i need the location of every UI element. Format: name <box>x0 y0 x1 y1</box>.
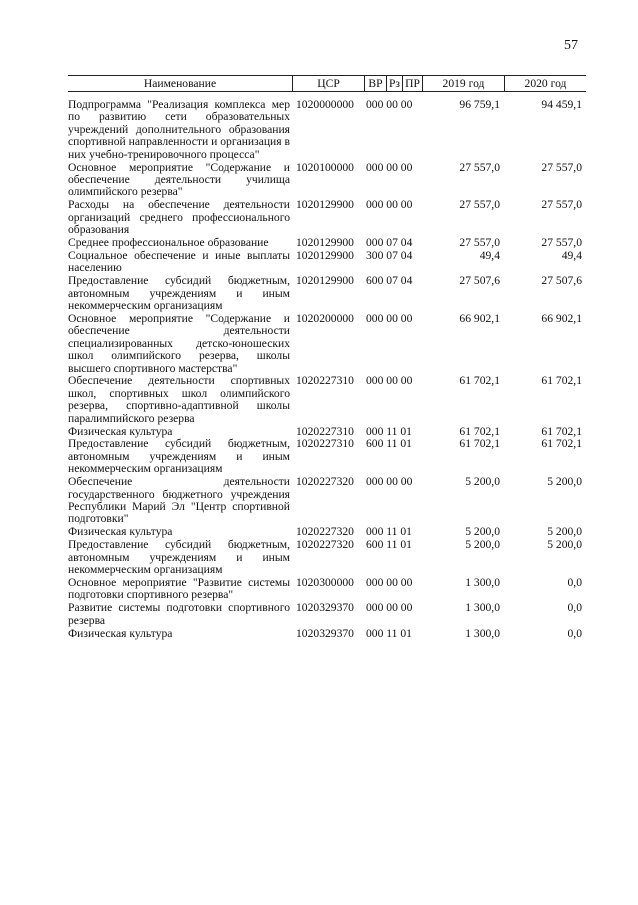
row-value-2020: 49,4 <box>561 248 582 262</box>
row-value-2020: 5 200,0 <box>547 475 582 489</box>
row-value-2019: 27 557,0 <box>459 160 500 174</box>
row-csr: 1020129900 <box>296 274 354 288</box>
row-name: Предоставление субсидий бюджетным, автономным учреждениям и иным некоммерческим организациям <box>68 538 290 577</box>
row-name: Социальное обеспечение и иные выплаты населению <box>68 248 290 275</box>
header-rz: Рз <box>387 76 403 91</box>
header-2019: 2019 год <box>423 76 505 91</box>
header-pr: ПР <box>403 76 423 91</box>
row-csr: 1020129900 <box>296 235 354 249</box>
row-value-2020: 27 507,6 <box>541 274 582 288</box>
row-value-2019: 96 759,1 <box>459 98 500 111</box>
row-csr: 1020227320 <box>296 525 354 539</box>
row-name: Обеспечение деятельности государственного бюджетного учреждения Республики Марий Эл "Центр спортивной подготовки" <box>68 475 290 526</box>
table-row <box>68 99 586 161</box>
header-2020: 2020 год <box>524 77 567 90</box>
table-row <box>68 539 586 576</box>
row-csr: 1020129900 <box>296 248 354 262</box>
table-row <box>68 577 586 602</box>
row-codes: 000 00 00 <box>366 374 413 388</box>
row-codes: 000 00 00 <box>366 311 413 325</box>
row-codes: 300 07 04 <box>366 248 413 262</box>
row-value-2019: 61 702,1 <box>459 424 500 438</box>
row-value-2020: 61 702,1 <box>541 374 582 388</box>
header-name: Наименование <box>68 76 293 91</box>
table-row <box>68 375 586 425</box>
row-codes: 000 11 01 <box>366 626 412 640</box>
table-row <box>68 199 586 236</box>
row-csr: 1020227310 <box>296 424 354 438</box>
row-value-2020: 61 702,1 <box>541 437 582 451</box>
row-csr: 1020200000 <box>296 311 354 325</box>
row-value-2019: 61 702,1 <box>459 437 500 451</box>
row-codes: 000 00 00 <box>366 601 413 615</box>
page-number: 57 <box>564 38 578 53</box>
row-value-2019: 27 557,0 <box>459 198 500 212</box>
row-codes: 000 00 00 <box>366 198 413 212</box>
row-csr: 1020227310 <box>296 374 354 388</box>
row-name: Подпрограмма "Реализация комплекса мер по развитию сети образовательных учреждений дополнительного образования спортивной направленности и организация в них учебно-тренировочного процесса" <box>68 98 290 161</box>
row-value-2020: 0,0 <box>567 575 582 589</box>
row-codes: 000 00 00 <box>366 160 413 174</box>
row-csr: 1020129900 <box>296 198 354 212</box>
row-csr: 1020227310 <box>296 437 354 451</box>
row-name: Расходы на обеспечение деятельности организаций среднего профессионального образования <box>68 198 290 237</box>
row-value-2020: 0,0 <box>567 601 582 615</box>
table-row <box>68 438 586 475</box>
table-row <box>68 237 586 249</box>
table-row <box>68 602 586 627</box>
row-value-2019: 5 200,0 <box>465 475 500 489</box>
row-name: Предоставление субсидий бюджетным, автономным учреждениям и иным некоммерческим организациям <box>68 274 290 312</box>
row-name: Основное мероприятие "Развитие системы подготовки спортивного резерва" <box>68 575 290 602</box>
row-name: Физическая культура <box>68 626 173 640</box>
row-csr: 1020227320 <box>296 475 354 489</box>
row-value-2019: 5 200,0 <box>465 538 500 552</box>
table-header <box>68 75 586 92</box>
row-csr: 1020227320 <box>296 538 354 552</box>
row-name: Среднее профессиональное образование <box>68 235 269 249</box>
row-value-2020: 5 200,0 <box>547 525 582 539</box>
table-row <box>68 476 586 526</box>
row-csr: 1020329370 <box>296 601 354 615</box>
row-csr: 1020100000 <box>296 160 354 174</box>
row-codes: 600 11 01 <box>366 538 412 552</box>
row-csr: 1020300000 <box>296 575 354 589</box>
table-row <box>68 313 586 375</box>
row-value-2019: 66 902,1 <box>459 311 500 325</box>
row-codes: 000 00 00 <box>366 98 413 111</box>
row-value-2020: 0,0 <box>567 626 582 640</box>
row-value-2020: 5 200,0 <box>547 538 582 552</box>
row-value-2020: 27 557,0 <box>541 160 582 174</box>
header-vr: ВР <box>365 76 387 91</box>
row-value-2019: 61 702,1 <box>459 374 500 388</box>
row-value-2020: 27 557,0 <box>541 235 582 249</box>
row-value-2020: 27 557,0 <box>541 198 582 212</box>
row-codes: 000 00 00 <box>366 475 413 489</box>
row-name: Физическая культура <box>68 424 173 438</box>
table-row <box>68 526 586 538</box>
row-value-2019: 5 200,0 <box>465 525 500 539</box>
row-codes: 000 11 01 <box>366 525 412 539</box>
row-value-2019: 1 300,0 <box>465 575 500 589</box>
row-name: Основное мероприятие "Содержание и обеспечение деятельности специализированных детско-юношеских школ олимпийского резерва, школы высшего спортивного мастерства" <box>68 311 290 375</box>
header-csr: ЦСР <box>293 76 365 91</box>
row-value-2019: 1 300,0 <box>465 601 500 615</box>
row-name: Физическая культура <box>68 525 173 539</box>
row-name: Развитие системы подготовки спортивного резерва <box>68 601 290 627</box>
table-row <box>68 250 586 275</box>
row-codes: 600 07 04 <box>366 274 413 288</box>
table-row <box>68 628 586 640</box>
budget-table <box>68 75 586 640</box>
row-value-2019: 27 507,6 <box>459 274 500 288</box>
row-codes: 000 07 04 <box>366 235 413 249</box>
row-value-2020: 94 459,1 <box>541 98 582 111</box>
row-csr: 1020000000 <box>296 98 354 111</box>
row-name: Основное мероприятие "Содержание и обеспечение деятельности училища олимпийского резерва" <box>68 160 290 199</box>
row-value-2019: 27 557,0 <box>459 235 500 249</box>
row-value-2020: 66 902,1 <box>541 311 582 325</box>
row-name: Предоставление субсидий бюджетным, автономным учреждениям и иным некоммерческим организациям <box>68 437 290 476</box>
row-codes: 000 00 00 <box>366 575 413 589</box>
table-row <box>68 426 586 438</box>
row-codes: 000 11 01 <box>366 424 412 438</box>
row-csr: 1020329370 <box>296 626 354 640</box>
row-value-2019: 49,4 <box>479 248 500 262</box>
table-row <box>68 275 586 312</box>
row-name: Обеспечение деятельности спортивных школ, спортивных школ олимпийского резерва, спортивно-адаптивной школы паралимпийского резерва <box>68 374 290 425</box>
row-codes: 600 11 01 <box>366 437 412 451</box>
table-row <box>68 162 586 199</box>
table-body <box>68 92 586 640</box>
row-value-2020: 61 702,1 <box>541 424 582 438</box>
row-value-2019: 1 300,0 <box>465 626 500 640</box>
